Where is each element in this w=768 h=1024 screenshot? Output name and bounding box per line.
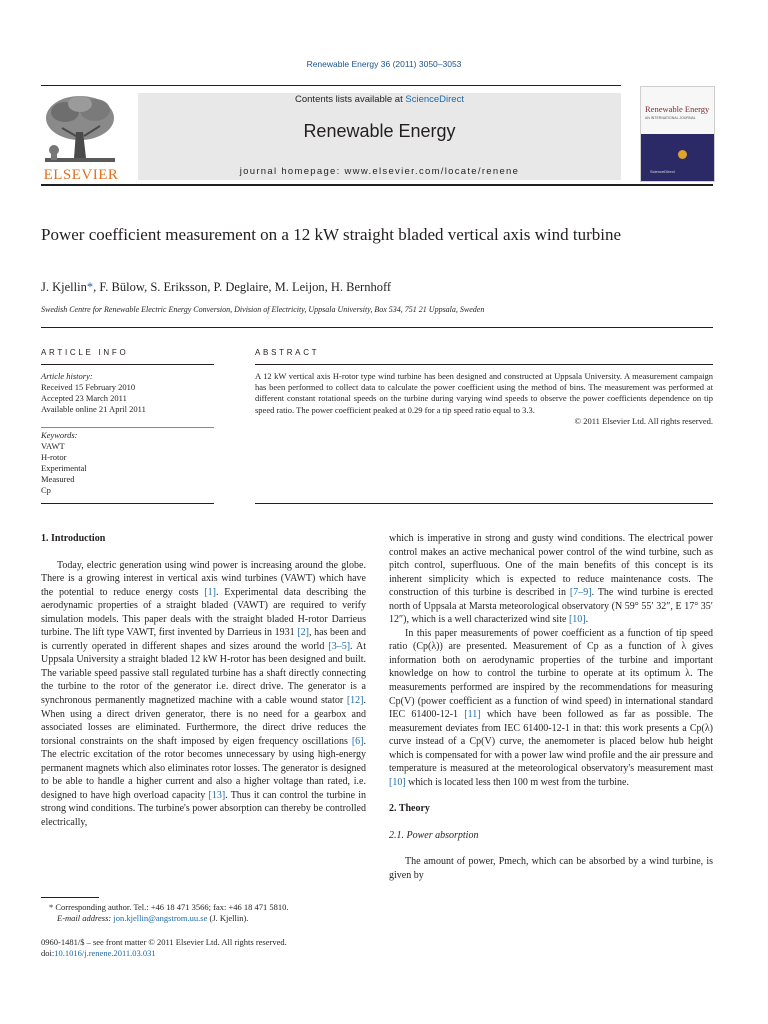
article-info-bottom-rule: [41, 503, 214, 504]
text-run: , has been and is currently operated in different shapes and sizes around the world: [41, 627, 366, 652]
reference-link[interactable]: [3–5]: [328, 640, 351, 652]
article-title: Power coefficient measurement on a 12 kW straight bladed vertical axis wind turbine: [41, 225, 622, 244]
journal-homepage[interactable]: journal homepage: www.elsevier.com/locate/renene: [239, 166, 520, 177]
reference-link[interactable]: [11]: [464, 709, 481, 721]
text-run: . Thus it can control the turbine in strong wind conditions. The turbine's power absorption can thereby be controlled electrically,: [41, 789, 366, 828]
affiliation: Swedish Centre for Renewable Electric Energy Conversion, Division of Electricity, Uppsala University, Box 534, 751 21 Uppsala, Sweden: [41, 305, 485, 314]
history-online: Available online 21 April 2011: [41, 404, 146, 414]
cover-footer: ScienceDirect: [650, 169, 675, 174]
introduction-paragraph: [41, 559, 366, 830]
journal-title: Renewable Energy: [303, 121, 456, 141]
footnote-rule: [41, 897, 99, 898]
affiliation-rule: [41, 327, 713, 328]
reference-link[interactable]: [1]: [204, 586, 216, 598]
issn-block: [41, 937, 371, 959]
journal-citation[interactable]: Renewable Energy 36 (2011) 3050–3053: [306, 59, 462, 69]
elsevier-tree-logo: [40, 92, 120, 168]
footnote-block: [49, 902, 369, 924]
keyword-item: H-rotor: [41, 452, 67, 462]
header-top-rule: [41, 85, 621, 86]
reference-link[interactable]: [7–9]: [569, 587, 592, 599]
contents-prefix: Contents lists available at: [295, 94, 406, 105]
reference-link[interactable]: [10]: [568, 614, 586, 626]
continued-paragraph: [389, 532, 713, 627]
other-authors: , F. Bülow, S. Eriksson, P. Deglaire, M. Leijon, H. Bernhoff: [93, 280, 392, 294]
text-run: In this paper measurements of power coefficient as a function of tip speed ratio (Cp(λ)) are presented. Measurement of Cp as a function of λ gives information both on aerodynamic properties of the turbine and important knowledge on how to control the turbine to operate at its optimum λ. The measurements performed are inspired by the recommendations for measuring Cp(V) (power coefficient as a function of wind speed) in international standard IEC 61400-12-1: [389, 627, 713, 721]
history-rule: [41, 427, 214, 428]
keyword-item: Measured: [41, 474, 75, 484]
email-line: [49, 913, 369, 924]
abstract-text: A 12 kW vertical axis H-rotor type wind turbine has been designed and constructed at Uppsala University. A measurement campaign has been performed to collect data to calculate the power coefficient using the method of bins. The measurement was performed at different constant rotational speeds on the turbine during varying wind speeds to observe the power coefficients dependence on tip speed ratio. The power coefficient peaked at 0.29 for a tip speed ratio equal to 3.3.: [255, 371, 713, 415]
reference-link[interactable]: [10]: [389, 776, 406, 788]
doi-line: [41, 948, 371, 959]
email-label: E-mail address:: [57, 913, 114, 923]
text-run: which have been followed as far as possible. The measurement deviates from IEC 61400-12-1 in that: this work presents a Cp(λ) curve instead of a Cp(V) curve, the anemometer is placed below hub height which is compensated for with a power law wind profile and the air pressure and temperature is measured at the meteorological observatory's measurement mast: [389, 709, 713, 775]
keyword-item: Experimental: [41, 463, 87, 473]
issn-line: 0960-1481/$ – see front matter © 2011 Elsevier Ltd. All rights reserved.: [41, 937, 287, 947]
reference-link[interactable]: [2]: [297, 627, 309, 639]
journal-banner: [138, 93, 621, 180]
theory-heading: 2. Theory: [389, 803, 430, 815]
text-run: .: [585, 614, 589, 626]
text-run: . Experimental data describing the aerodynamic properties of a straight bladed (VAWT) are required to verify simulation models. This paper deals with the straight bladed H-rotor Darrieus turbine. The lift type VAWT, first invented by Darrieus in 1931: [41, 586, 366, 639]
article-info-heading: ARTICLE INFO: [41, 348, 129, 357]
first-author[interactable]: J. Kjellin: [41, 280, 87, 294]
reference-link[interactable]: [13]: [208, 789, 226, 801]
email-suffix: (J. Kjellin).: [207, 913, 249, 923]
abstract-body: [255, 371, 713, 427]
doi-label: doi:: [41, 948, 55, 958]
publisher-logo-text[interactable]: ELSEVIER: [43, 167, 119, 183]
keywords: [41, 430, 214, 496]
corresponding-author-note: * Corresponding author. Tel.: +46 18 471 3566; fax: +46 18 471 5810.: [49, 902, 289, 912]
corresponding-author-mark[interactable]: *: [86, 280, 94, 294]
history-accepted: Accepted 23 March 2011: [41, 393, 127, 403]
introduction-heading: 1. Introduction: [41, 533, 106, 544]
text-run: . When using a direct driven generator, there is no need for a gearbox and associated losses are eliminated. Furthermore, the direct drive reduces the torsional constraints on the shaft imposed by eigen frequency oscillations: [41, 695, 366, 747]
email-link[interactable]: jon.kjellin@angstrom.uu.se: [113, 913, 208, 923]
author-list: [41, 280, 391, 295]
text-run: Today, electric generation using wind power is increasing around the globe. There is a growing interest in vertical axis wind turbines (VAWT) which have the potential to reduce energy costs: [41, 559, 366, 598]
sciencedirect-link[interactable]: ScienceDirect: [405, 94, 464, 105]
left-column: [41, 532, 366, 829]
text-run: . The wind turbine is erected north of Uppsala at Marsta meteorological observatory (N 59° 55′ 32″, E 17° 35′ 12″), which is a well characterized wind site: [389, 587, 713, 626]
keyword-item: VAWT: [41, 441, 65, 451]
right-column: [389, 532, 713, 883]
abstract-copyright: © 2011 Elsevier Ltd. All rights reserved.: [574, 415, 713, 426]
article-history: [41, 371, 214, 415]
text-run: . At Uppsala University a straight bladed 12 kW H-rotor has been designed and built. The variable speed passive stall regulated turbine has a shaft directly connecting the turbine to the rotor of the generator i.e. direct drive. The generator is a synchronous permanently magnetized machine with a cable wound stator: [41, 640, 367, 707]
journal-cover-image[interactable]: [640, 86, 715, 182]
keywords-label: Keywords:: [41, 430, 78, 440]
text-run: . The electric excitation of the rotor becomes unnecessary by using high-energy permanent magnets which also eliminates rotor losses. The generator is designed to be able to handle a higher current and also a higher voltage than rated, i.e. designed to have high overload capacity: [41, 735, 366, 801]
text-run: which is located less then 100 m west from the turbine.: [405, 776, 629, 788]
power-absorption-heading: 2.1. Power absorption: [389, 829, 479, 841]
text-run: which is imperative in strong and gusty wind conditions. The electrical power control makes an active mechanical power control of the wind turbine, such as pitch control, superfluous. One of the main benefits of this concept is its inherent simplicity which is expected to reduce maintenance costs. The construction of this turbine is described in: [389, 533, 713, 599]
reference-link[interactable]: [12]: [346, 695, 364, 707]
cover-emblem-icon: [678, 150, 687, 159]
cover-title: Renewable Energy: [645, 104, 710, 114]
reference-link[interactable]: [6]: [351, 735, 364, 747]
abstract-bottom-rule: [255, 503, 713, 504]
header-bottom-rule: [41, 184, 713, 186]
abstract-heading: ABSTRACT: [255, 348, 320, 357]
cover-subtitle: AN INTERNATIONAL JOURNAL: [645, 116, 696, 120]
doi-link[interactable]: 10.1016/j.renene.2011.03.031: [54, 948, 156, 958]
theory-paragraph: The amount of power, Pmech, which can be absorbed by a wind turbine, is given by: [389, 856, 713, 882]
keyword-item: Cp: [41, 485, 51, 495]
measurement-paragraph: [389, 627, 713, 790]
abstract-rule: [255, 364, 713, 365]
contents-line: [138, 94, 621, 105]
history-received: Received 15 February 2010: [41, 382, 136, 392]
article-info-rule: [41, 364, 214, 365]
history-label: Article history:: [41, 371, 93, 381]
